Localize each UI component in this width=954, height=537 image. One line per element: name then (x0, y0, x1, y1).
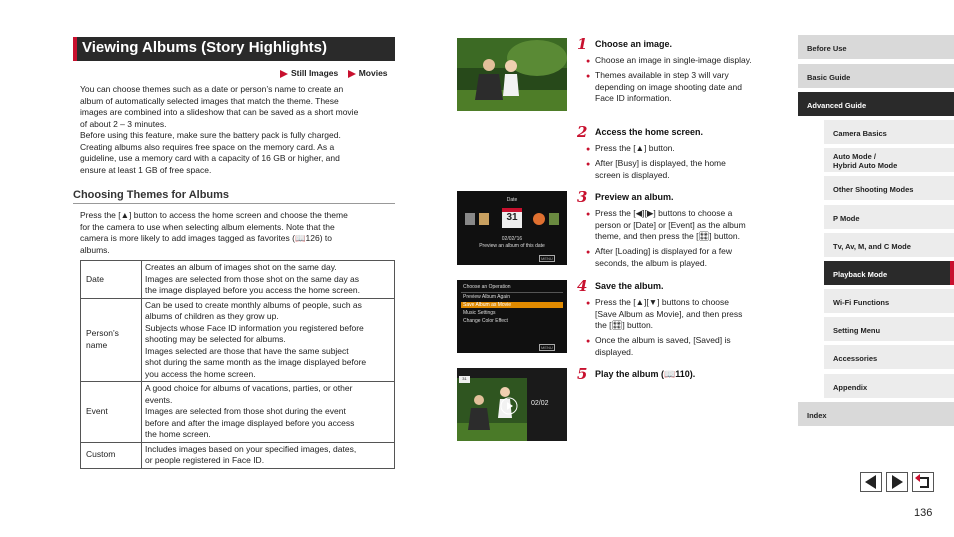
movies-tag: Movies (358, 68, 388, 78)
menu-chip: MENU (541, 345, 553, 350)
bullet-line: screen is displayed. (595, 169, 670, 180)
menu-chip: MENU (541, 256, 553, 261)
section-line: Press the [▲] button to access the home screen and choose the theme (80, 210, 348, 220)
step-bullet (595, 297, 795, 332)
theme-desc (142, 261, 395, 299)
desc-line: Subjects whose Face ID information you registered before (145, 322, 364, 333)
intro-line: images are combined into a slideshow that can be saved as a short movie (80, 107, 359, 117)
section-heading: Choosing Themes for Albums (73, 189, 395, 204)
nav-basic-guide[interactable]: Basic Guide (798, 64, 954, 88)
nav-playback-mode[interactable]: Playback Mode (824, 261, 954, 285)
table-row (81, 442, 395, 468)
nav-auto-mode[interactable] (824, 148, 954, 172)
step-bullet (595, 335, 795, 358)
bullet-line: the [🎛] button. (595, 320, 654, 330)
step-bullet (595, 55, 795, 67)
nav-before-use[interactable]: Before Use (798, 35, 954, 59)
page-title: Viewing Albums (Story Highlights) (82, 39, 328, 56)
next-page-button[interactable] (886, 472, 908, 492)
theme-key: Person’s name (81, 298, 142, 382)
album-thumb (479, 213, 489, 225)
return-icon (913, 473, 933, 491)
desc-line: Can be used to create monthly albums of people, such as (145, 299, 362, 310)
step-bullet (595, 246, 795, 269)
desc-line: the image displayed before you access the home screen. (145, 285, 360, 295)
bullet-line: person or [Date] or [Event] as the album (595, 219, 746, 230)
desc-line: you access the home screen. (145, 368, 256, 379)
nav-tv-av-m-c[interactable]: Tv, Av, M, and C Mode (824, 233, 954, 257)
return-button[interactable] (912, 472, 934, 492)
triangle-icon (280, 70, 288, 78)
bullet-line: Face ID information. (595, 93, 672, 103)
theme-key: Date (81, 261, 142, 299)
intro-line: You can choose themes such as a date or person’s name to create an (80, 84, 344, 94)
desc-line: A good choice for albums of vacations, parties, or other (145, 383, 353, 393)
desc-line: before and after the image displayed before you access (145, 417, 355, 428)
desc-line: Images are selected from those shot during the event (145, 406, 346, 416)
page-number: 136 (914, 507, 933, 519)
section-text (80, 210, 400, 256)
table-row (81, 298, 395, 382)
theme-desc (142, 442, 395, 468)
step-title: Play the album (📖110). (595, 369, 696, 379)
album-thumb (533, 213, 545, 225)
bullet-line: ● Once the album is saved, [Saved] is (595, 335, 731, 345)
nav-advanced-guide[interactable]: Advanced Guide (798, 92, 954, 116)
bullet-line: displayed. (595, 346, 634, 357)
bullet-line: ● Press the [▲] button. (595, 143, 675, 153)
bullet-line: ● Themes available in step 3 will vary (595, 70, 729, 80)
home-screen-display (457, 191, 567, 265)
step-title: Preview an album. (595, 192, 674, 202)
intro-line: guideline, use a memory card with a capacity of 16 GB or higher, and (80, 153, 340, 163)
nav-p-mode[interactable]: P Mode (824, 205, 954, 229)
step-bullet (595, 158, 795, 181)
step-bullet (595, 70, 795, 105)
section-line: for the camera to use when selecting album elements. Note that the (80, 221, 335, 232)
table-row (81, 382, 395, 443)
desc-line: shot during the same month as the image displayed before (145, 357, 367, 367)
desc-line: albums of children as they grow up. (145, 311, 279, 321)
menu-item[interactable]: Change Color Effect (463, 318, 508, 324)
menu-item[interactable]: Music Settings (463, 310, 496, 316)
album-thumb (549, 213, 559, 225)
sample-photo (457, 38, 567, 111)
bullet-line: seconds, the album is played. (595, 257, 707, 268)
section-line: albums. (80, 244, 110, 255)
triangle-icon (348, 70, 356, 78)
theme-key: Custom (81, 442, 142, 468)
bullet-line: ● Press the [◀][▶] buttons to choose a (595, 208, 733, 218)
nav-setting-menu[interactable]: Setting Menu (824, 317, 954, 341)
bullet-line: [Save Album as Movie], and then press (595, 308, 743, 319)
home-caption: Preview an album of this date (479, 243, 545, 249)
intro-line: ensure at least 1 GB of free space. (80, 164, 212, 175)
intro-line: Before using this feature, make sure the battery pack is fully charged. (80, 130, 341, 140)
step-title: Access the home screen. (595, 127, 704, 137)
photo-illustration (457, 38, 567, 111)
step-number: 1 (577, 35, 588, 53)
step-number: 4 (577, 277, 588, 295)
page-title-bar (73, 37, 395, 61)
step-bullet (595, 208, 795, 243)
nav-other-shooting[interactable]: Other Shooting Modes (824, 176, 954, 200)
nav-appendix[interactable]: Appendix (824, 374, 954, 398)
calendar-icon: 31 (459, 376, 470, 383)
theme-key: Event (81, 382, 142, 443)
bullet-line: ● Press the [▲][▼] buttons to choose (595, 297, 730, 307)
intro-line: Creating albums also requires free space on the memory card. As a (80, 141, 335, 152)
step-title: Save the album. (595, 281, 664, 291)
bullet-line: ● After [Loading] is displayed for a few (595, 246, 733, 256)
arrow-right-icon (887, 473, 907, 491)
desc-line: Creates an album of images shot on the same day. (145, 262, 337, 272)
nav-auto-mode-line1: Auto Mode / (833, 152, 876, 161)
playback-display (457, 368, 567, 441)
menu-title: Choose an Operation (463, 284, 511, 290)
desc-line: Images are selected from those shot on the same day as (145, 273, 360, 284)
step-number: 2 (577, 123, 588, 141)
desc-line: or people registered in Face ID. (145, 455, 265, 465)
desc-line: the home screen. (145, 429, 211, 439)
section-line: camera is more likely to add images tagged as favorites (📖126) to (80, 233, 333, 243)
playback-date: 02/02 (531, 400, 549, 407)
bullet-line: ● After [Busy] is displayed, the home (595, 158, 726, 168)
table-row (81, 261, 395, 299)
arrow-left-icon (861, 473, 881, 491)
home-date: 02/02/'16 (501, 236, 523, 242)
desc-line: events. (145, 394, 173, 405)
bullet-line: theme, and then press the [🎛] button. (595, 231, 740, 241)
desc-line: Includes images based on your specified images, dates, (145, 443, 357, 454)
intro-text (80, 84, 400, 176)
step-number: 5 (577, 365, 588, 383)
nav-wifi[interactable]: Wi-Fi Functions (824, 289, 954, 313)
menu-divider (461, 292, 563, 293)
prev-page-button[interactable] (860, 472, 882, 492)
nav-accessories[interactable]: Accessories (824, 345, 954, 369)
home-screen-label: Date (506, 197, 518, 203)
theme-desc (142, 298, 395, 382)
nav-index[interactable]: Index (798, 402, 954, 426)
intro-line: of about 2 – 3 minutes. (80, 118, 167, 129)
playback-illustration (457, 368, 567, 441)
step-bullet (595, 143, 795, 155)
intro-line: album of automatically selected images that match the theme. These (80, 95, 339, 106)
theme-desc (142, 382, 395, 443)
desc-line: Images selected are those that have the same subject (145, 345, 349, 356)
calendar-icon[interactable]: 31 (502, 208, 522, 228)
menu-item-selected[interactable]: Save Album as Movie (461, 302, 563, 308)
nav-camera-basics[interactable]: Camera Basics (824, 120, 954, 144)
bullet-line: depending on image shooting date and (595, 81, 742, 92)
album-thumb (465, 213, 475, 225)
desc-line: shooting may be selected for albums. (145, 334, 286, 344)
themes-table (80, 260, 395, 469)
bullet-line: ● Choose an image in single-image display. (595, 55, 752, 65)
step-title: Choose an image. (595, 39, 673, 49)
operation-menu-display (457, 280, 567, 353)
step-number: 3 (577, 188, 588, 206)
nav-auto-mode-line2: Hybrid Auto Mode (833, 161, 898, 170)
mode-tags (280, 68, 388, 78)
menu-item[interactable]: Preview Album Again (463, 294, 510, 300)
still-images-tag: Still Images (291, 68, 339, 78)
